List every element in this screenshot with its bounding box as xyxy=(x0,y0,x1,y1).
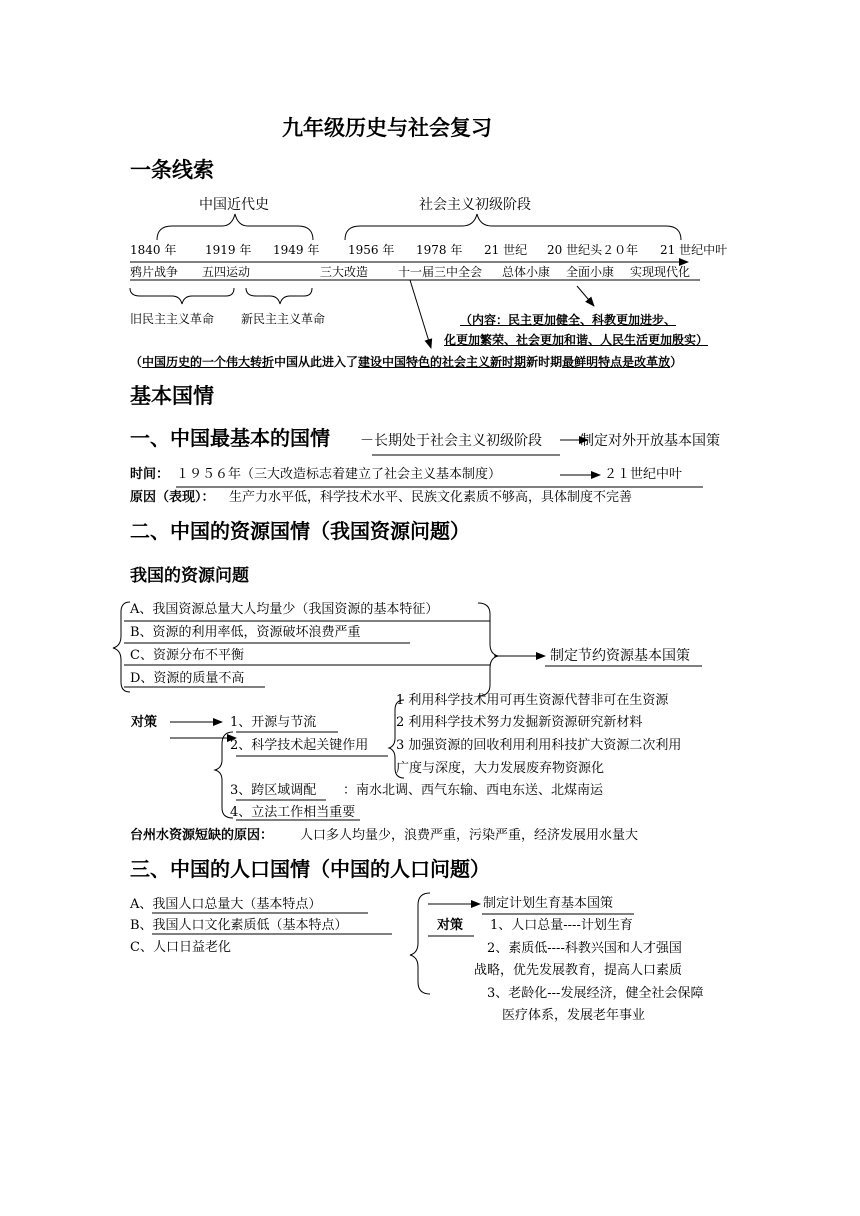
time-end: ２１世纪中叶 xyxy=(604,467,683,482)
resource-problem-item: A、我国资源总量大人均量少（我国资源的基本特征） xyxy=(130,602,439,617)
measures-label: 对策 xyxy=(131,715,158,730)
event-label: 全面小康 xyxy=(566,265,615,279)
brace-old-democratic xyxy=(130,288,234,304)
tech-item: 广度与深度，大力发展废弃物资源化 xyxy=(396,761,605,776)
content-note-line2: 化更加繁荣、社会更加和谐、人民生活更加殷实） xyxy=(444,333,709,347)
brace-primary-stage xyxy=(345,214,681,240)
opening-policy-text: 制定对外开放基本国策 xyxy=(580,433,720,449)
event-label: 十一届三中全会 xyxy=(398,265,483,279)
population-measure-item: 3、老龄化---发展经济，健全社会保障 xyxy=(487,986,704,1001)
event-label: 五四运动 xyxy=(202,265,251,279)
year-label: 1978 年 xyxy=(416,243,463,257)
population-problem-item: C、人口日益老化 xyxy=(130,940,231,955)
year-label: 21 世纪 xyxy=(484,243,528,257)
brace-new-democratic xyxy=(246,288,312,304)
event-label: 实现现代化 xyxy=(630,265,691,279)
heading-basic-condition: 一、中国最基本的国情 xyxy=(130,426,330,450)
dash: － xyxy=(360,433,374,449)
reason-value: 生产力水平低，科学技术水平、民族文化素质不够高，具体制度不完善 xyxy=(229,490,633,505)
year-label: 20 世纪头２０年 xyxy=(547,243,639,257)
population-problem-item: B、我国人口文化素质低（基本特点） xyxy=(130,918,348,933)
turning-point-note: （中国历史的一个伟大转折中国从此进入了建设中国特色的社会主义新时期新时期最鲜明特点是改革放） xyxy=(130,355,683,369)
event-label: 鸦片战争 xyxy=(130,265,179,279)
year-label: 1919 年 xyxy=(205,243,252,257)
primary-stage-text: 长期处于社会主义初级阶段 xyxy=(374,433,542,449)
time-label: 时间： xyxy=(130,467,170,482)
brace-population xyxy=(410,893,430,994)
taizhou-value: 人口多人均量少，浪费严重，污染严重，经济发展用水量大 xyxy=(300,828,639,843)
measure-item: 1、开源与节流 xyxy=(230,715,317,730)
year-label: 1956 年 xyxy=(348,243,395,257)
resource-problem-item: B、资源的利用率低，资源破坏浪费严重 xyxy=(130,625,361,640)
year-label: 21 世纪中叶 xyxy=(660,243,728,257)
subheading-resource-problems: 我国的资源问题 xyxy=(130,566,249,586)
heading-resources: 二、中国的资源国情（我国资源问题） xyxy=(130,519,470,543)
tech-item: 3 加强资源的回收利用利用科技扩大资源二次利用 xyxy=(396,738,682,753)
brace-resource-right xyxy=(478,603,498,696)
transfer-detail: ：南水北调、西气东输、西电东送、北煤南运 xyxy=(343,783,604,798)
label-old-democratic: 旧民主主义革命 xyxy=(130,312,215,326)
measure-item: 3、跨区域调配 xyxy=(230,783,317,798)
year-label: 1840 年 xyxy=(130,243,177,257)
section-heading-basic: 基本国情 xyxy=(130,384,214,408)
label-modern-history: 中国近代史 xyxy=(199,197,269,213)
taizhou-label: 台州水资源短缺的原因： xyxy=(130,828,274,843)
measure-item: 4、立法工作相当重要 xyxy=(230,805,356,820)
content-note-line1: （内容：民主更加健全、科教更加进步、 xyxy=(460,313,677,327)
tech-item: 1 利用科学技术用可再生资源代替非可在生资源 xyxy=(396,693,669,708)
population-measures-label: 对策 xyxy=(437,918,464,933)
event-label: 三大改造 xyxy=(320,265,369,279)
measure-item: 2、科学技术起关键作用 xyxy=(230,738,369,753)
event-label: 总体小康 xyxy=(502,265,551,279)
population-problem-item: A、我国人口总量大（基本特点） xyxy=(130,897,322,912)
label-new-democratic: 新民主主义革命 xyxy=(241,312,326,326)
section-heading-clue: 一条线索 xyxy=(130,158,214,182)
population-measure-item: 医疗体系，发展老年事业 xyxy=(502,1008,646,1023)
reason-label: 原因（表现）： xyxy=(130,490,215,505)
brace-modern-history xyxy=(157,214,313,240)
resource-problem-item: C、资源分布不平衡 xyxy=(130,648,244,663)
tech-item: 2 利用科学技术努力发掘新资源研究新材料 xyxy=(396,715,643,730)
population-policy: 制定计划生育基本国策 xyxy=(483,896,614,911)
population-measure-item: 1、人口总量----计划生育 xyxy=(490,918,633,933)
label-primary-stage: 社会主义初级阶段 xyxy=(419,197,531,213)
resource-policy: 制定节约资源基本国策 xyxy=(550,648,690,664)
population-measure-item: 战略，优先发展教育，提高人口素质 xyxy=(474,963,683,978)
population-measure-item: 2、素质低----科教兴国和人才强国 xyxy=(487,941,682,956)
resource-problem-item: D、资源的质量不高 xyxy=(130,671,245,686)
time-value: １９５６年（三大改造标志着建立了社会主义基本制度） xyxy=(176,467,502,482)
brace-resource-left xyxy=(113,602,130,692)
heading-population: 三、中国的人口国情（中国的人口问题） xyxy=(130,857,490,881)
year-label: 1949 年 xyxy=(273,243,320,257)
page-title: 九年级历史与社会复习 xyxy=(282,115,492,140)
